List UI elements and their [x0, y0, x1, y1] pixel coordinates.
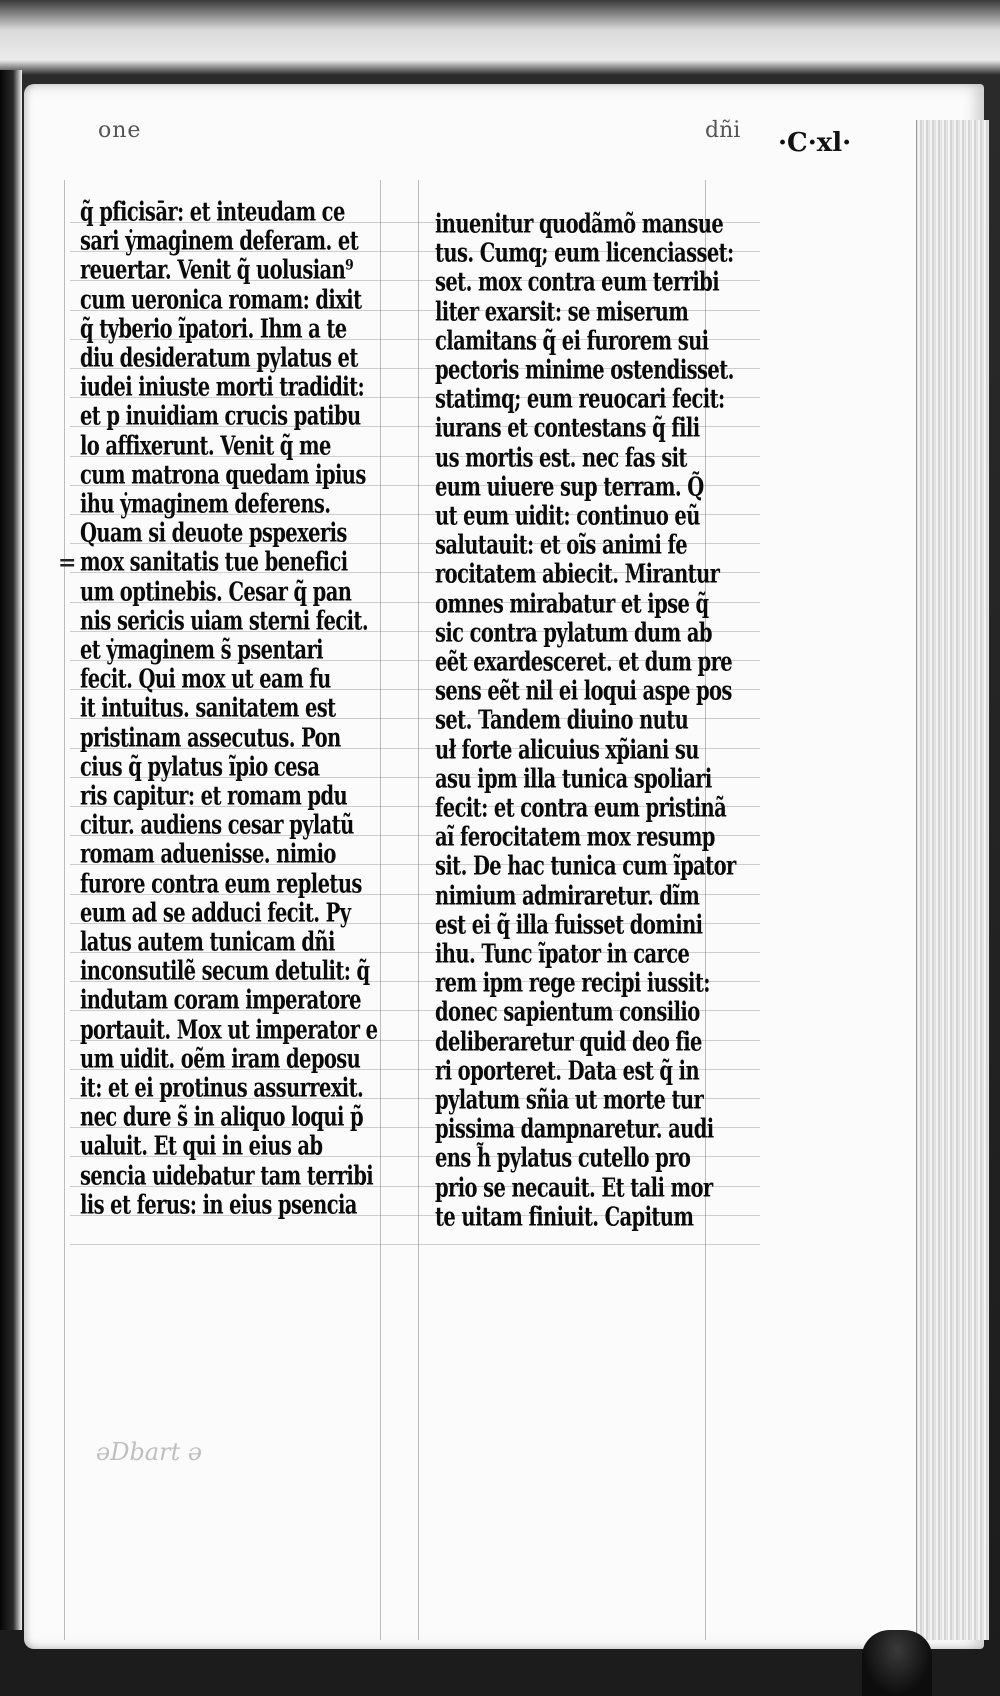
ruling-column-line [418, 180, 419, 1640]
text-line: romam aduenisse. nimio [80, 838, 336, 870]
text-line: sit. De hac tunica cum ĩpator [435, 850, 736, 882]
text-line: ihu. Tunc ĩpator in carce [435, 938, 690, 970]
text-line: nimium admiraretur. dĩm [435, 879, 700, 911]
text-line: sari ẏmaginem deferam. et [80, 225, 359, 257]
text-line: te uitam finiuit. Capitum [435, 1200, 694, 1232]
text-line: ri oporteret. Data est q̃ in [435, 1054, 700, 1086]
text-line: it intuitus. sanitatem est [80, 692, 336, 724]
text-line: prio se necauit. Et tali mor [435, 1171, 713, 1203]
text-line: inuenitur quodãmõ mansue [435, 208, 724, 240]
page-fore-edge [916, 120, 989, 1640]
text-line: nis sericis uiam sterni fecit. [80, 604, 369, 636]
ruling-column-line [380, 180, 381, 1640]
text-line: tus. Cumq; eum licenciasset: [435, 237, 734, 269]
text-line: et ẏmaginem s̃ psentari [80, 634, 323, 666]
text-line: citur. audiens cesar pylatũ [80, 809, 354, 841]
text-line: q̃ tyberio ĩpatori. Ihm a te [80, 312, 347, 344]
text-line: indutam coram imperatore [80, 984, 361, 1016]
text-line: statimq; eum reuocari fecit: [435, 383, 725, 415]
text-line: nec dure s̃ in aliquo loqui p̃ [80, 1101, 363, 1133]
text-line: pectoris minime ostendisset. [435, 354, 734, 386]
running-head-right: dñi [705, 118, 741, 143]
text-line: pissima dampnaretur. audi [435, 1113, 714, 1145]
text-line: ualuit. Et qui in eius ab [80, 1130, 323, 1162]
text-line: um uidit. oẽm iram deposu [80, 1042, 361, 1074]
text-line: salutauit: et oĩs animi fe [435, 529, 688, 561]
text-line: lis et ferus: in eius psencia [80, 1188, 357, 1220]
text-line: ens h̃ pylatus cutello pro [435, 1142, 691, 1174]
running-head-left: one [98, 118, 142, 143]
text-line: latus autem tunicam dñi [80, 926, 335, 958]
text-line: eum ad se adduci fecit. Py [80, 896, 351, 928]
text-line: fecit: et contra eum pristinã [435, 792, 727, 824]
thumb-shadow [862, 1630, 932, 1696]
text-line: q̃ pficisār: et inteudam ce [80, 196, 345, 228]
text-line: lo affixerunt. Venit q̃ me [80, 429, 331, 461]
text-line: it: et ei protinus assurrexit. [80, 1072, 364, 1104]
faded-annotation: ǝDbart ǝ [96, 1438, 203, 1466]
margin-mark: = [58, 550, 77, 576]
text-line: rem ipm rege recipi iussit: [435, 967, 710, 999]
text-line: set. Tandem diuino nutu [435, 704, 689, 736]
folio-number: ·C·xl· [778, 128, 852, 158]
binding-shadow [0, 70, 22, 1630]
text-line: cum ueronica romam: dixit [80, 283, 362, 315]
text-line: eẽt exardesceret. et dum pre [435, 646, 733, 678]
text-line: sic contra pylatum dum ab [435, 616, 712, 648]
text-line: ris capitur: et romam pdu [80, 780, 348, 812]
ruling-column-line [64, 180, 65, 1640]
text-line: iurans et contestans q̃ fili [435, 412, 700, 444]
text-line: fecit. Qui mox ut eam fu [80, 663, 331, 695]
text-line: est ei q̃ illa fuisset domini [435, 908, 703, 940]
text-line: liter exarsit: se miserum [435, 295, 689, 327]
text-line: cum matrona quedam ipius [80, 458, 366, 490]
text-line: rocitatem abiecit. Mirantur [435, 558, 720, 590]
text-line: uł forte alicuius xp̃iani su [435, 733, 699, 765]
text-line: um optinebis. Cesar q̃ pan [80, 575, 352, 607]
text-line: ut eum uidit: continuo eũ [435, 500, 700, 532]
ruling-line [70, 1244, 760, 1245]
text-line: diu desideratum pylatus et [80, 342, 358, 374]
text-line: clamitans q̃ ei furorem sui [435, 324, 709, 356]
text-line: inconsutilẽ secum detulit: q̃ [80, 955, 370, 987]
text-line: donec sapientum consilio [435, 996, 700, 1028]
text-line: set. mox contra eum terribi [435, 266, 720, 298]
text-line: furore contra eum repletus [80, 867, 362, 899]
text-line: portauit. Mox ut imperator e [80, 1013, 378, 1045]
text-line: Quam si deuote pspexeris [80, 517, 347, 549]
text-line: pylatum sñia ut morte tur [435, 1084, 704, 1116]
text-line: cius q̃ pylatus ĩpio cesa [80, 750, 320, 782]
text-line: iudei iniuste morti tradidit: [80, 371, 365, 403]
text-line: ihu ẏmaginem deferens. [80, 488, 331, 520]
text-line: eum uiuere sup terram. Q̃ [435, 470, 704, 502]
text-line: us mortis est. nec fas sit [435, 441, 687, 473]
text-line: deliberaretur quid deo fie [435, 1025, 702, 1057]
text-line: omnes mirabatur et ipse q̃ [435, 587, 709, 619]
text-line: mox sanitatis tue benefici [80, 546, 348, 578]
text-line: sencia uidebatur tam terribi [80, 1159, 374, 1191]
text-line: aĩ ferocitatem mox resump [435, 821, 715, 853]
text-line: asu ipm illa tunica spoliari [435, 762, 712, 794]
text-line: sens eẽt nil ei loqui aspe pos [435, 675, 732, 707]
text-line: reuertar. Venit q̃ uolusian⁹ [80, 254, 354, 286]
text-line: pristinam assecutus. Pon [80, 721, 341, 753]
text-line: et p inuidiam crucis patibu [80, 400, 361, 432]
